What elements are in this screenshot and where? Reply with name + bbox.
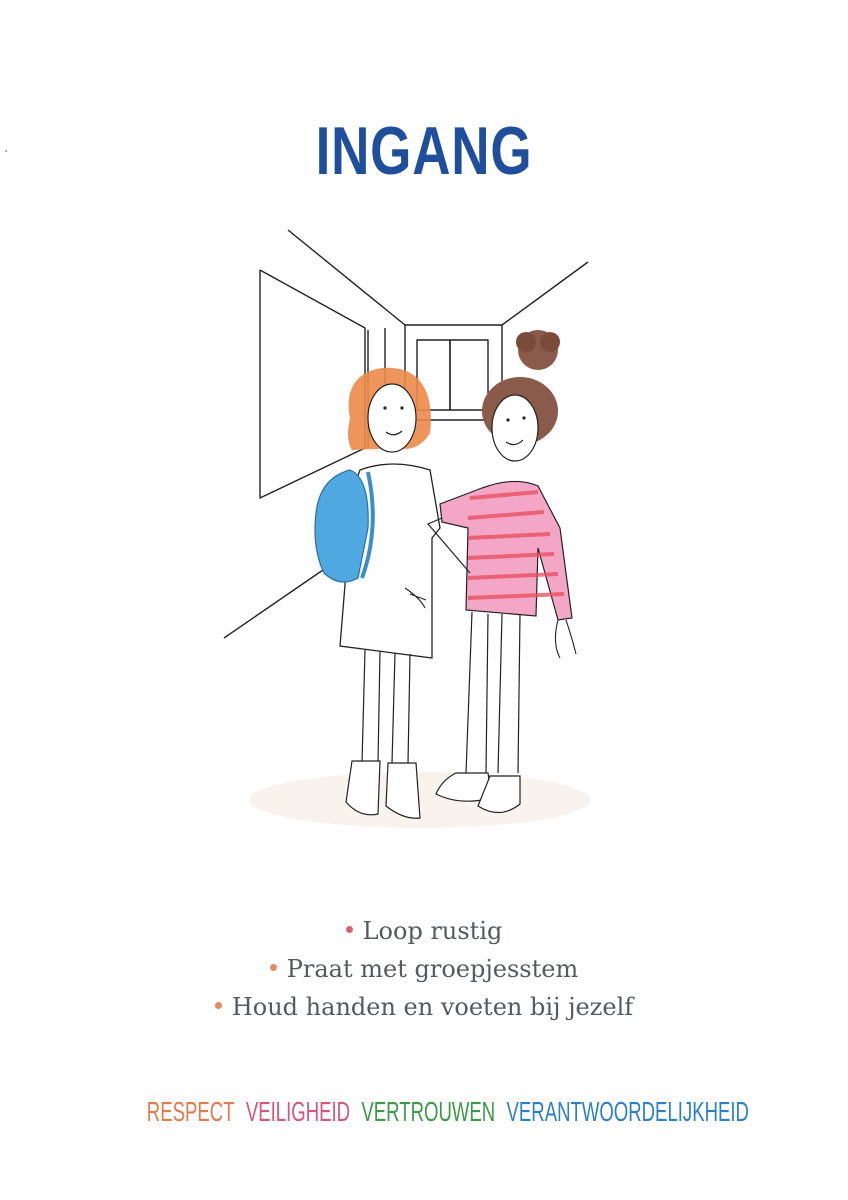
value-verantwoordelijkheid: VERANTWOORDELIJKHEID (506, 1096, 749, 1127)
rule-text: Praat met groepjesstem (286, 955, 579, 983)
page-title: INGANG (315, 113, 533, 189)
bullet-dot-icon (215, 1002, 222, 1009)
rule-item (0, 912, 848, 950)
value-vertrouwen: VERTROUWEN (361, 1096, 496, 1127)
rule-text: Loop rustig (362, 917, 503, 945)
value-veiligheid: VEILIGHEID (245, 1096, 351, 1127)
rule-item (0, 988, 848, 1026)
rules-list (0, 912, 848, 1026)
rule-text: Houd handen en voeten bij jezelf (231, 993, 634, 1021)
two-girls-in-hallway-drawing (220, 228, 590, 838)
girl-left (315, 368, 440, 818)
bullet-dot-icon (270, 964, 277, 971)
core-values (143, 1096, 749, 1128)
rule-item (0, 950, 848, 988)
bullet-dot-icon (346, 926, 353, 933)
value-respect: RESPECT (146, 1096, 235, 1127)
scan-speck (5, 150, 7, 152)
